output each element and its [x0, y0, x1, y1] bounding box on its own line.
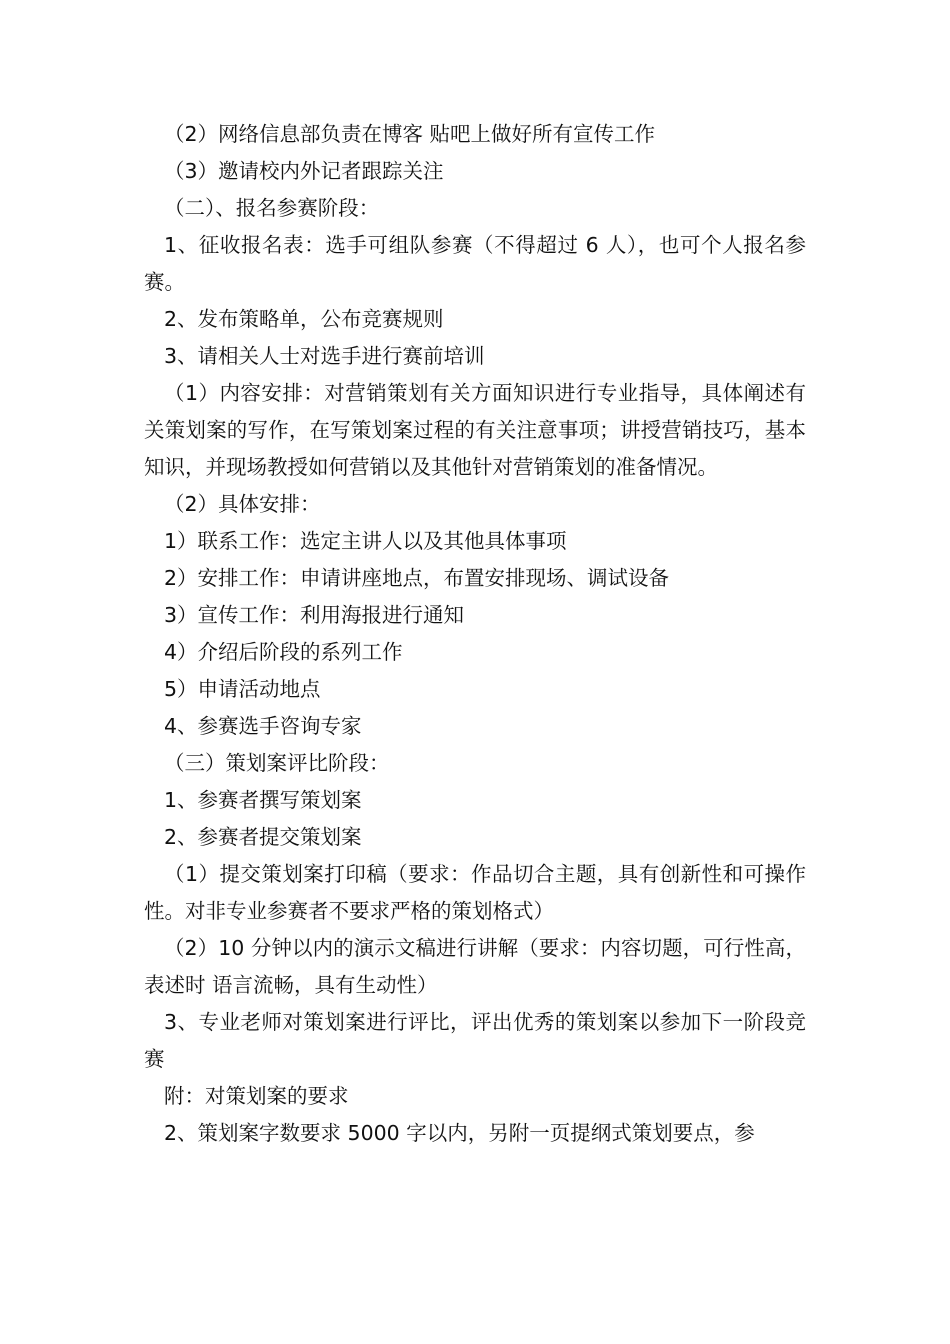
paragraph-17: 2、参赛者提交策划案: [164, 825, 362, 849]
paragraph-8: （2）具体安排：: [164, 492, 321, 516]
paragraph-19: （2）10 分钟以内的演示文稿进行讲解（要求：内容切题，可行性高，表述时 语言流畅，具有生动性）: [144, 936, 806, 997]
paragraph-16: 1、参赛者撰写策划案: [164, 788, 362, 812]
appendix-heading: 附：对策划案的要求: [164, 1084, 349, 1108]
paragraph-13: 5）申请活动地点: [164, 677, 321, 701]
document-body: [144, 116, 806, 1152]
paragraph-7: （1）内容安排：对营销策划有关方面知识进行专业指导，具体阐述有关策划案的写作，在写策划案过程的有关注意事项；讲授营销技巧，基本知识，并现场教授如何营销以及其他针对营销策划的准备情况。: [144, 381, 806, 479]
paragraph-11: 3）宣传工作：利用海报进行通知: [164, 603, 465, 627]
section-heading-registration: （二）、报名参赛阶段：: [164, 196, 380, 220]
paragraph-2: （3）邀请校内外记者跟踪关注: [164, 159, 444, 183]
paragraph-22: 2、策划案字数要求 5000 字以内，另附一页提纲式策划要点，参: [164, 1121, 755, 1145]
paragraph-10: 2）安排工作：申请讲座地点，布置安排现场、调试设备: [164, 566, 670, 590]
section-heading-evaluation: （三）策划案评比阶段：: [164, 751, 390, 775]
paragraph-1: （2）网络信息部负责在博客 贴吧上做好所有宣传工作: [164, 122, 656, 146]
paragraph-12: 4）介绍后阶段的系列工作: [164, 640, 403, 664]
paragraph-9: 1）联系工作：选定主讲人以及其他具体事项: [164, 529, 567, 553]
paragraph-5: 2、发布策略单，公布竞赛规则: [164, 307, 444, 331]
paragraph-20: 3、专业老师对策划案进行评比，评出优秀的策划案以参加下一阶段竞赛: [144, 1010, 806, 1071]
paragraph-18: （1）提交策划案打印稿（要求：作品切合主题，具有创新性和可操作性。对非专业参赛者不要求严格的策划格式）: [144, 862, 806, 923]
paragraph-14: 4、参赛选手咨询专家: [164, 714, 362, 738]
paragraph-6: 3、请相关人士对选手进行赛前培训: [164, 344, 485, 368]
paragraph-4: 1、征收报名表：选手可组队参赛（不得超过 6 人），也可个人报名参赛。: [144, 233, 806, 294]
